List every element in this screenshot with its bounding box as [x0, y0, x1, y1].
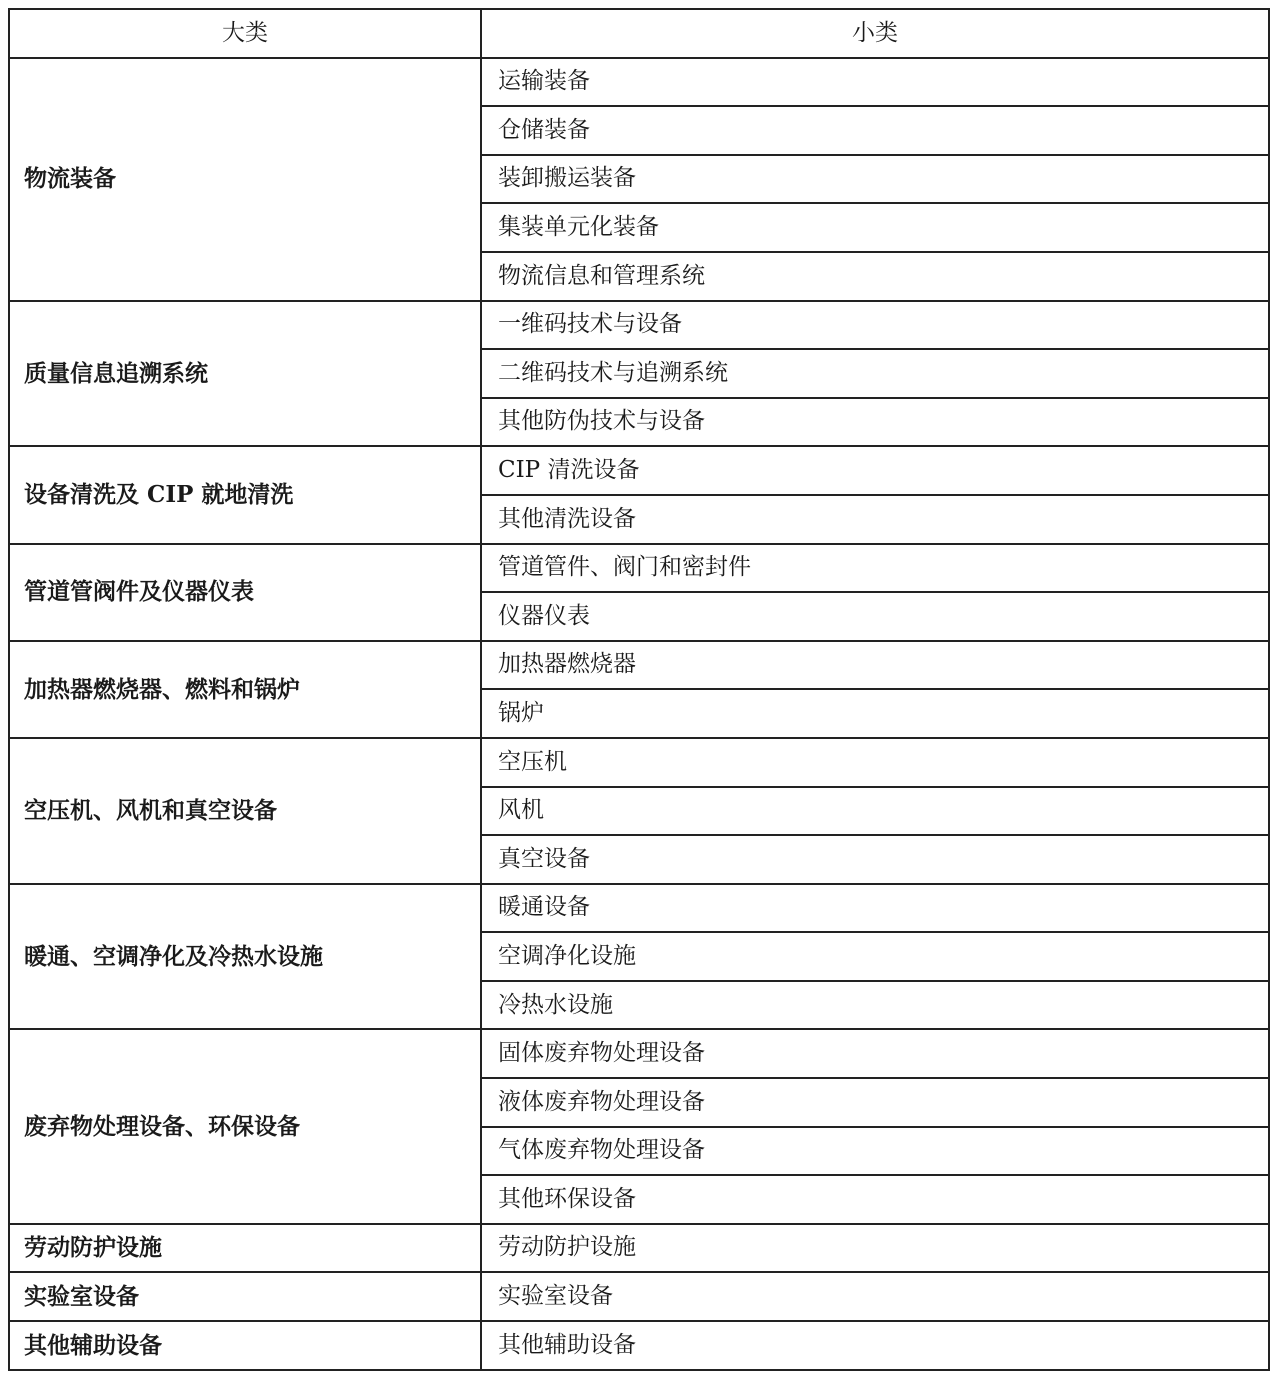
minor-category-cell: 管道管件、阀门和密封件	[481, 544, 1269, 593]
table-row	[9, 884, 1269, 933]
table-row	[9, 1029, 1269, 1078]
header-major: 大类	[9, 9, 481, 58]
table-row	[9, 544, 1269, 593]
table-row	[9, 641, 1269, 690]
minor-category-cell: 真空设备	[481, 835, 1269, 884]
minor-category-cell: 一维码技术与设备	[481, 301, 1269, 350]
table-row	[9, 1272, 1269, 1321]
minor-category-cell: 气体废弃物处理设备	[481, 1127, 1269, 1176]
table-row	[9, 1321, 1269, 1370]
minor-category-cell: 空压机	[481, 738, 1269, 787]
minor-category-cell: 仪器仪表	[481, 592, 1269, 641]
major-category-cell: 空压机、风机和真空设备	[9, 738, 481, 884]
minor-category-cell: 暖通设备	[481, 884, 1269, 933]
table-row	[9, 58, 1269, 107]
header-minor: 小类	[481, 9, 1269, 58]
major-category-cell: 管道管阀件及仪器仪表	[9, 544, 481, 641]
table-row	[9, 301, 1269, 350]
minor-category-cell: 其他辅助设备	[481, 1321, 1269, 1370]
major-category-cell: 质量信息追溯系统	[9, 301, 481, 447]
major-category-cell: 设备清洗及 CIP 就地清洗	[9, 446, 481, 543]
minor-category-cell: 物流信息和管理系统	[481, 252, 1269, 301]
major-category-cell: 加热器燃烧器、燃料和锅炉	[9, 641, 481, 738]
table-body	[9, 58, 1269, 1370]
table-row	[9, 738, 1269, 787]
table-row	[9, 446, 1269, 495]
minor-category-cell: 劳动防护设施	[481, 1224, 1269, 1273]
major-category-cell: 劳动防护设施	[9, 1224, 481, 1273]
minor-category-cell: 其他防伪技术与设备	[481, 398, 1269, 447]
minor-category-cell: 风机	[481, 787, 1269, 836]
minor-category-cell: 加热器燃烧器	[481, 641, 1269, 690]
minor-category-cell: 装卸搬运装备	[481, 155, 1269, 204]
minor-category-cell: 冷热水设施	[481, 981, 1269, 1030]
major-category-cell: 其他辅助设备	[9, 1321, 481, 1370]
category-table	[8, 8, 1270, 1371]
minor-category-cell: 运输装备	[481, 58, 1269, 107]
minor-category-cell: 液体废弃物处理设备	[481, 1078, 1269, 1127]
header-row	[9, 9, 1269, 58]
minor-category-cell: 锅炉	[481, 689, 1269, 738]
major-category-cell: 废弃物处理设备、环保设备	[9, 1029, 481, 1223]
minor-category-cell: 空调净化设施	[481, 932, 1269, 981]
minor-category-cell: 固体废弃物处理设备	[481, 1029, 1269, 1078]
table-row	[9, 1224, 1269, 1273]
minor-category-cell: 实验室设备	[481, 1272, 1269, 1321]
major-category-cell: 暖通、空调净化及冷热水设施	[9, 884, 481, 1030]
major-category-cell: 实验室设备	[9, 1272, 481, 1321]
minor-category-cell: 仓储装备	[481, 106, 1269, 155]
minor-category-cell: CIP 清洗设备	[481, 446, 1269, 495]
minor-category-cell: 集装单元化装备	[481, 203, 1269, 252]
minor-category-cell: 其他清洗设备	[481, 495, 1269, 544]
minor-category-cell: 二维码技术与追溯系统	[481, 349, 1269, 398]
major-category-cell: 物流装备	[9, 58, 481, 301]
minor-category-cell: 其他环保设备	[481, 1175, 1269, 1224]
